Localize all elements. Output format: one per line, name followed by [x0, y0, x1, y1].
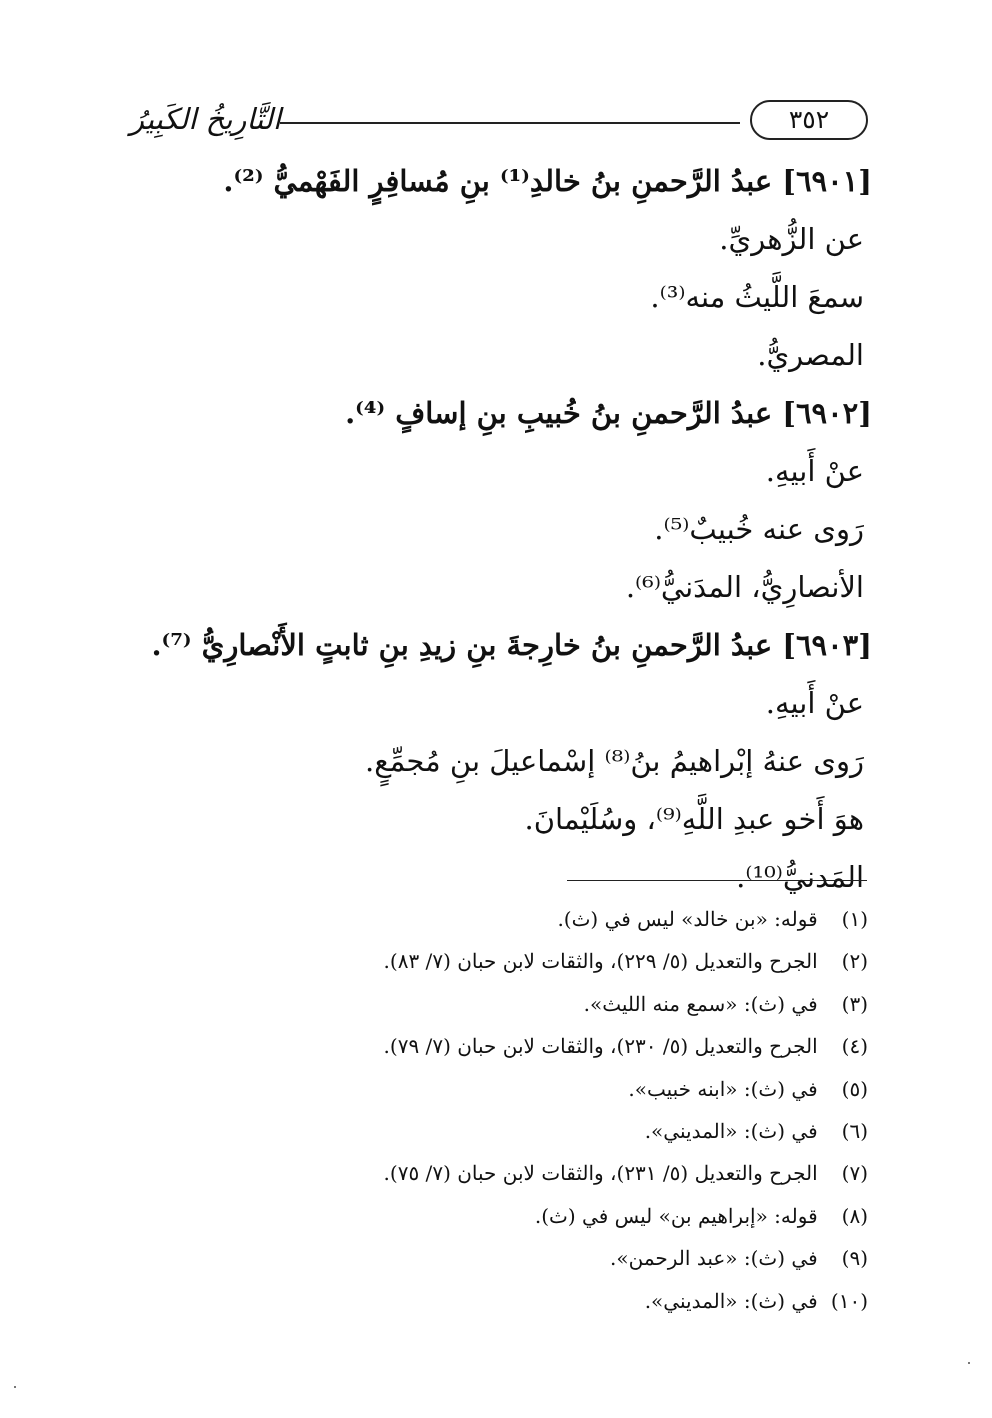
header-rule: [280, 122, 740, 124]
footnote-text: الجرح والتعديل (٥/ ٢٣٠)، والثقات لابن حبان (٧/ ٧٩).: [383, 1034, 818, 1059]
footnote-text: الجرح والتعديل (٥/ ٢٣١)، والثقات لابن حبان (٧/ ٧٥).: [383, 1161, 818, 1186]
footnote-number: (٥): [841, 1076, 868, 1101]
text-line: عن الزُّهريِّ.: [719, 222, 864, 256]
main-text: [112, 152, 872, 906]
footnote: [108, 1025, 868, 1067]
footnote-text: الجرح والتعديل (٥/ ٢٢٩)، والثقات لابن حبان (٧/ ٨٣).: [383, 949, 818, 974]
footnote-number: (٧): [841, 1161, 868, 1186]
footnote-text: قوله: «إبراهيم بن» ليس في (ث).: [534, 1203, 818, 1228]
footnote-text: في (ث): «ابنه خبيب».: [628, 1076, 818, 1101]
footnote: [108, 898, 868, 940]
text-line: سمعَ اللَّيثُ منه⁽³⁾.: [650, 280, 864, 314]
scan-speck: [14, 1386, 16, 1388]
text-line: رَوى عنهُ إبْراهيمُ بنُ⁽⁸⁾ إسْماعيلَ بنِ مُجمِّعٍ.: [365, 744, 864, 778]
footnote-text: في (ث): «عبد الرحمن».: [610, 1246, 818, 1271]
text-line: رَوى عنه خُبيبٌ⁽⁵⁾.: [654, 512, 864, 546]
text-line: الأنصارِيُّ، المدَنيُّ⁽⁶⁾.: [625, 570, 864, 604]
page-header: [130, 100, 868, 144]
entry-heading-6903: [٦٩٠٣] عبدُ الرَّحمنِ بنُ خارِجةَ بنِ زيدِ بنِ ثابتٍ الأَنْصارِيُّ ⁽⁷⁾.: [151, 628, 872, 662]
footnote: [108, 940, 868, 982]
footnote-number: (٣): [841, 991, 868, 1016]
footnote-number: (٩): [841, 1246, 868, 1271]
footnote-number: (٨): [841, 1203, 868, 1228]
scan-speck: [968, 1362, 970, 1364]
footnote-text: قوله: «بن خالد» ليس في (ث).: [557, 907, 818, 931]
text-line: هوَ أَخو عبدِ اللَّهِ⁽⁹⁾، وسُلَيْمانَ.: [524, 802, 864, 836]
running-title: التَّارِيخُ الكَبِيرُ: [130, 102, 281, 136]
footnote-number: (١٠): [830, 1288, 868, 1313]
footnote: [108, 1152, 868, 1194]
footnote: [108, 1068, 868, 1110]
footnote-separator: [567, 880, 867, 881]
footnote-text: في (ث): «المديني».: [644, 1288, 818, 1313]
footnote-number: (٢): [841, 949, 868, 974]
footnote: [108, 1237, 868, 1279]
footnote-number: (٦): [841, 1118, 868, 1143]
footnote-number: (١): [841, 907, 868, 931]
entry-heading-6901: [٦٩٠١] عبدُ الرَّحمنِ بنُ خالدِ⁽¹⁾ بنِ مُسافِرٍ الفَهْميُّ ⁽²⁾.: [223, 164, 872, 198]
entry-heading-6902: [٦٩٠٢] عبدُ الرَّحمنِ بنُ خُبيبِ بنِ إسافٍ ⁽⁴⁾.: [345, 396, 872, 430]
footnote: [108, 983, 868, 1025]
text-line: عنْ أَبيهِ.: [765, 686, 864, 720]
footnotes: [108, 898, 868, 1322]
page-number-badge: ٣٥٢: [750, 100, 868, 140]
text-line: عنْ أَبيهِ.: [765, 454, 864, 488]
footnote: [108, 1195, 868, 1237]
footnote: [108, 1280, 868, 1322]
footnote-text: في (ث): «المديني».: [644, 1118, 818, 1143]
footnote: [108, 1110, 868, 1152]
text-line: المَدنيُّ⁽¹⁰⁾.: [736, 860, 864, 894]
footnote-text: في (ث): «سمع منه الليث».: [583, 991, 818, 1016]
footnote-number: (٤): [841, 1034, 868, 1059]
text-line: المصريُّ.: [757, 338, 864, 372]
